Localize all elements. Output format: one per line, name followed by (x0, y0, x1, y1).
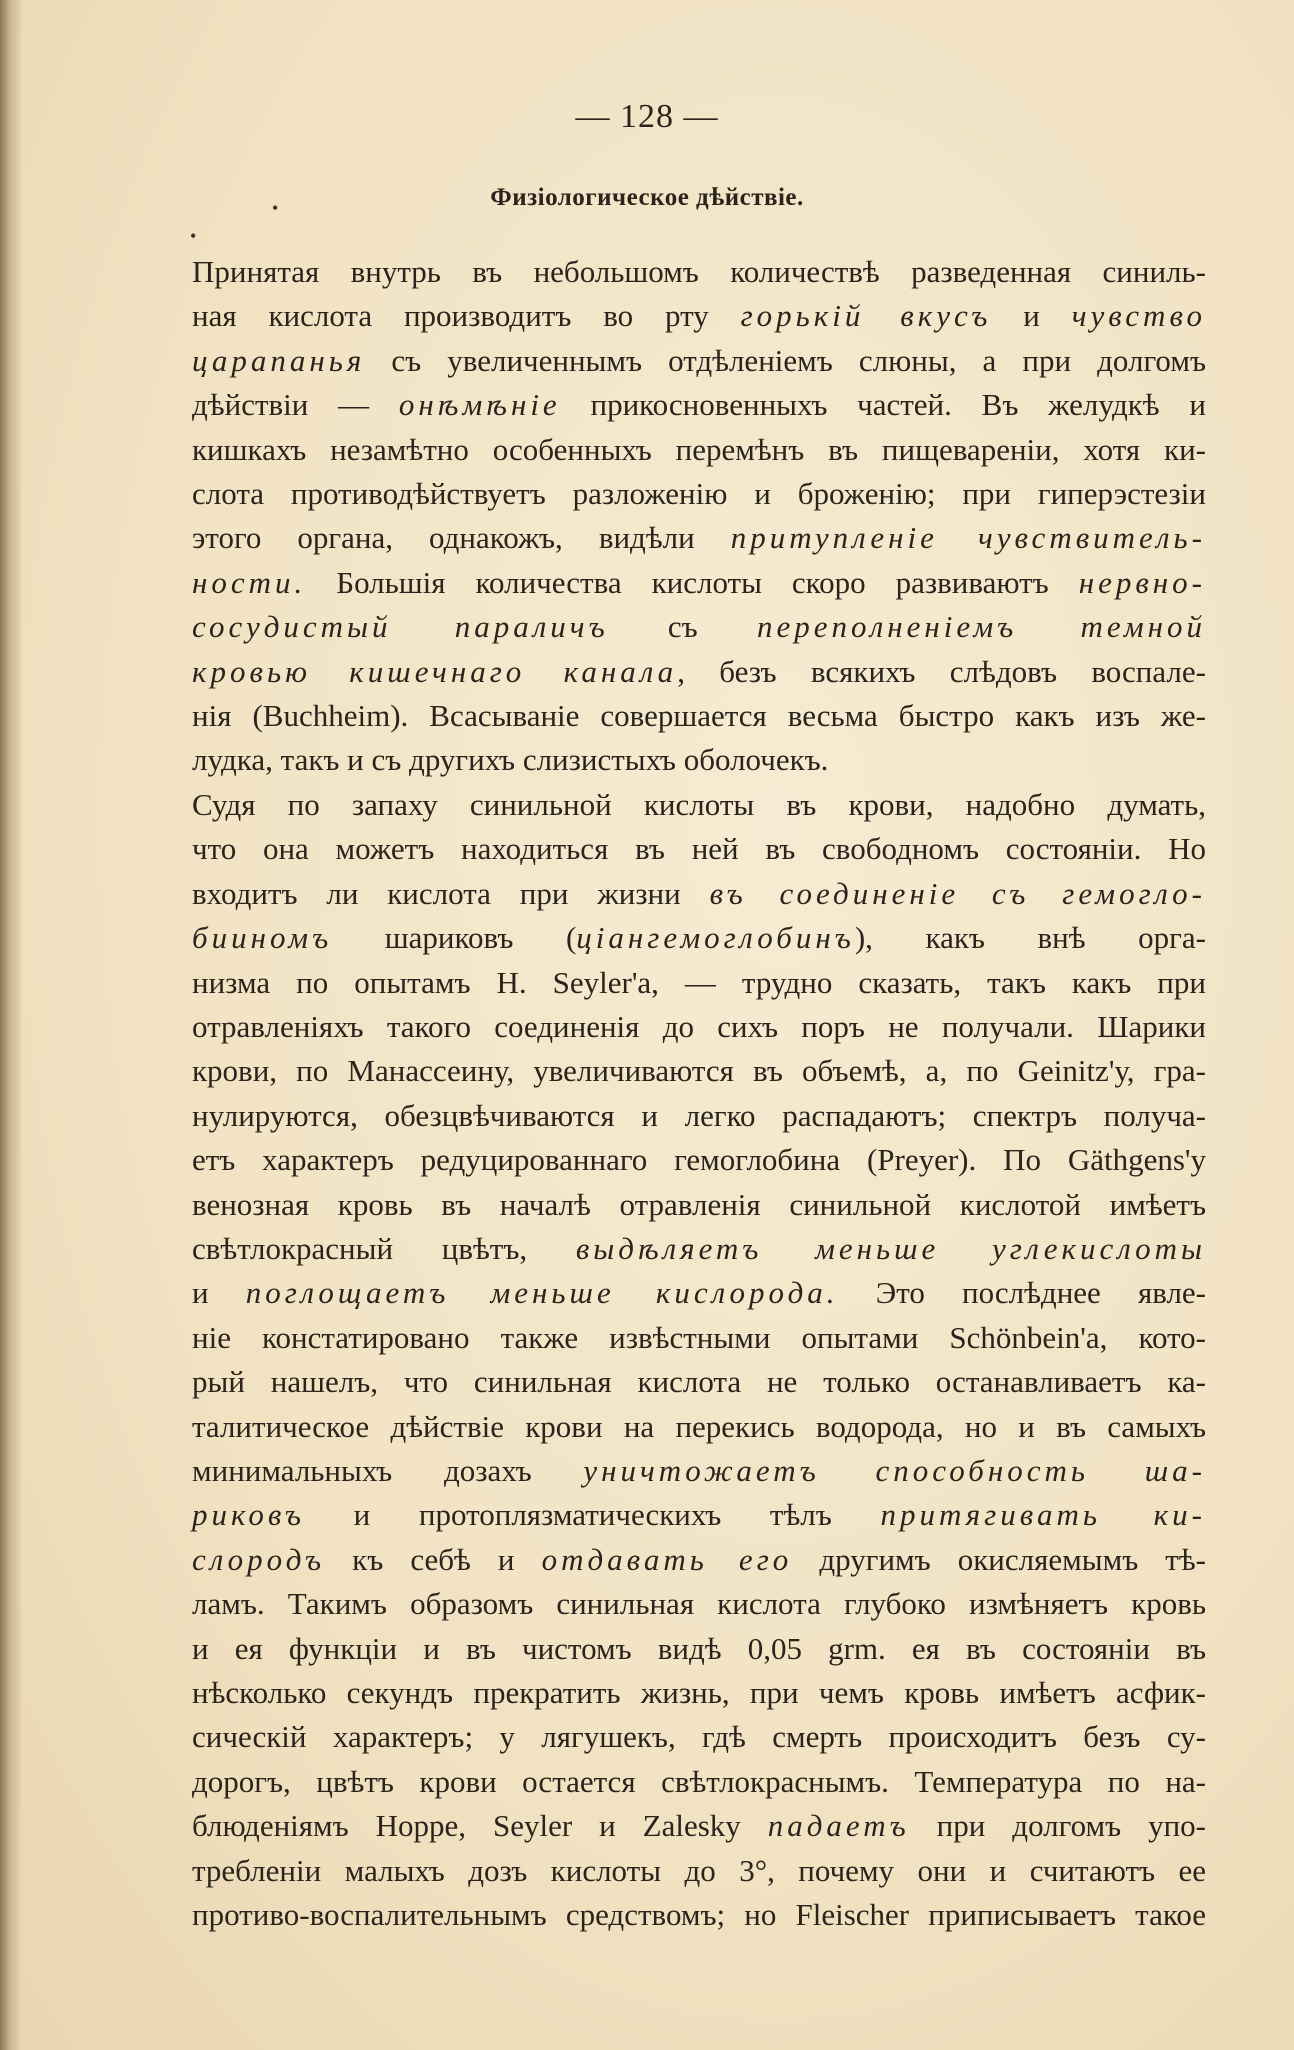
text-line: венозная кровь въ началѣ отравленiя синильной кислотой имѣетъ (192, 1186, 1206, 1222)
text-line: дѣйствiи — онѣмѣнiе прикосновенныхъ частей. Въ желудкѣ и (192, 387, 1206, 423)
ink-dot-mark: • (272, 198, 279, 218)
text-line: нулируются, обезцвѣчиваются и легко распадаютъ; спектръ получа- (192, 1097, 1206, 1133)
text-line: и поглощаетъ меньше кислорода. Это послѣднее явле- (192, 1275, 1207, 1311)
text-line: кишкахъ незамѣтно особенныхъ перемѣнъ въ пищеваренiи, хотя ки- (192, 431, 1206, 467)
text-line: блюденiямъ Hoppe, Seyler и Zalesky падаетъ при долгомъ упо- (192, 1808, 1206, 1844)
text-line: ности. Большiя количества кислоты скоро развиваютъ нервно- (192, 564, 1206, 600)
text-line: нiя (Buchheim). Всасыванiе совершается весьма быстро какъ изъ же- (192, 698, 1206, 734)
text-line: Судя по запаху синильной кислоты въ крови, надобно думать, (192, 786, 1206, 822)
text-line: рый нашелъ, что синильная кислота не только останавливаетъ ка- (192, 1364, 1206, 1400)
text-line: минимальныхъ дозахъ уничтожаетъ способность ша- (192, 1452, 1206, 1488)
text-line: отравленiяхъ такого соединенiя до сихъ поръ не получали. Шарики (192, 1008, 1206, 1044)
text-line: кровью кишечнаго канала, безъ всякихъ слѣдовъ воспале- (192, 653, 1206, 689)
text-line: ламъ. Такимъ образомъ синильная кислота глубоко измѣняетъ кровь (192, 1586, 1206, 1622)
text-line: свѣтлокрасный цвѣтъ, выдѣляетъ меньше углекислоты (192, 1230, 1206, 1266)
text-line: Принятая внутрь въ небольшомъ количествѣ разведенная синиль- (192, 254, 1206, 289)
paragraph-2 (188, 783, 1206, 1938)
page-spine-edge (0, 0, 22, 2050)
text-line: ная кислота производитъ во рту горькiй вкусъ и чувство (192, 298, 1206, 334)
paragraph-1 (188, 250, 1206, 783)
body-text (188, 250, 1206, 1937)
text-line: сосудистый параличъ съ переполненiемъ темной (192, 609, 1206, 645)
text-line: и ея функцiи и въ чистомъ видѣ 0,05 grm. ея въ состоянiи въ (192, 1630, 1206, 1666)
page-number: — 128 — (575, 98, 719, 135)
text-line: этого органа, однакожъ, видѣли притупленiе чувствитель- (192, 520, 1206, 556)
ink-dot-mark: • (190, 226, 197, 246)
text-line: царапанья съ увеличеннымъ отдѣленiемъ слюны, а при долгомъ (192, 342, 1206, 378)
text-line: бииномъ шариковъ (цiангемоглобинъ), какъ внѣ орга- (192, 920, 1206, 956)
text-line: сическiй характеръ; у лягушекъ, гдѣ смерть происходитъ безъ су- (192, 1719, 1206, 1755)
section-heading: Физiологическое дѣйствiе. (490, 184, 804, 211)
text-line: нiе констатировано также извѣстными опытами Schönbein'a, кото- (192, 1319, 1206, 1355)
text-line: требленiи малыхъ дозъ кислоты до 3°, почему они и считаютъ ее (192, 1852, 1206, 1888)
text-line: входитъ ли кислота при жизни въ соединенiе съ гемогло- (192, 875, 1206, 911)
text-line: крови, по Манассеину, увеличиваются въ объемѣ, а, по Geinitz'у, гра- (192, 1053, 1206, 1089)
text-line: риковъ и протоплязматическихъ тѣлъ притягивать ки- (192, 1497, 1206, 1533)
text-line: талитическое дѣйствiе крови на перекись водорода, но и въ самыхъ (192, 1408, 1206, 1444)
text-line: низма по опытамъ H. Seyler'a, — трудно сказать, такъ какъ при (192, 964, 1206, 1000)
text-line: противо-воспалительнымъ средствомъ; но Fleischer приписываетъ такое (192, 1897, 1206, 1933)
text-line: етъ характеръ редуцированнаго гемоглобина (Preyer). По Gäthgens'у (192, 1142, 1206, 1178)
text-line: дорогъ, цвѣтъ крови остается свѣтлокраснымъ. Температура по на- (192, 1763, 1206, 1799)
text-line: нѣсколько секундъ прекратить жизнь, при чемъ кровь имѣетъ асфик- (192, 1675, 1206, 1710)
text-line: лудка, такъ и съ другихъ слизистыхъ оболочекъ. (192, 742, 829, 778)
text-line: слородъ къ себѣ и отдавать его другимъ окисляемымъ тѣ- (192, 1541, 1206, 1577)
text-line: слота противодѣйствуетъ разложенiю и броженiю; при гиперэстезiи (192, 476, 1206, 512)
text-line: что она можетъ находиться въ ней въ свободномъ состоянiи. Но (192, 831, 1206, 867)
